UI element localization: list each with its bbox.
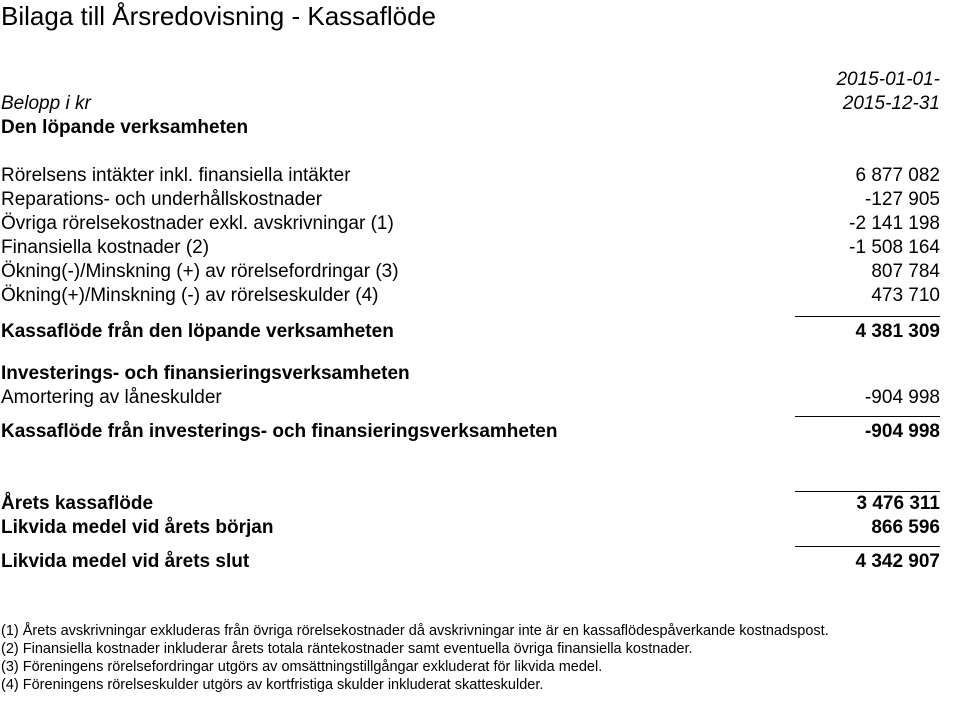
row-label: Finansiella kostnader (2): [1, 237, 210, 258]
row-amount: -1 508 164: [849, 237, 940, 258]
table-row: [0, 260, 940, 284]
period-start: 2015-01-01-: [836, 69, 940, 90]
row-label: Amortering av låneskulder: [1, 387, 222, 408]
period-end: 2015-12-31: [842, 93, 940, 114]
year-cashflow-amount: 3 476 311: [856, 493, 940, 514]
operating-heading: Den löpande verksamheten: [1, 117, 249, 138]
row-label: Rörelsens intäkter inkl. finansiella intäkter: [1, 165, 351, 186]
operating-total-row: [0, 316, 940, 344]
cashflow-statement: [0, 60, 940, 574]
row-label: Övriga rörelsekostnader exkl. avskrivningar (1): [1, 213, 394, 234]
currency-label: Belopp i kr: [1, 93, 91, 114]
cash-end-row: [0, 546, 940, 574]
cash-start-amount: 866 596: [871, 517, 940, 538]
row-label: Reparations- och underhållskostnader: [1, 189, 323, 210]
row-label: Ökning(+)/Minskning (-) av rörelseskulder (4): [1, 285, 379, 306]
table-row: [0, 284, 940, 308]
document-title: Bilaga till Årsredovisning - Kassaflöde: [1, 1, 436, 31]
spacer: [0, 344, 940, 362]
row-amount: -904 998: [864, 387, 940, 408]
investing-heading: Investerings- och finansieringsverksamheten: [1, 363, 410, 384]
statement-header: [0, 60, 940, 116]
summary-rule-row: [0, 478, 940, 492]
table-row: [0, 236, 940, 260]
row-amount: 6 877 082: [855, 165, 940, 186]
cash-end-label: Likvida medel vid årets slut: [1, 551, 250, 572]
footnotes: [1, 622, 901, 694]
spacer: [0, 444, 940, 478]
row-amount: -127 905: [864, 189, 940, 210]
row-amount: 807 784: [871, 261, 940, 282]
operating-total-label: Kassaflöde från den löpande verksamheten: [1, 321, 394, 342]
footnote-3: (3) Föreningens rörelsefordringar utgörs av omsättningstillgångar exkluderat för likvida medel.: [1, 659, 603, 675]
row-amount: 473 710: [871, 285, 940, 306]
footnote-2: (2) Finansiella kostnader inkluderar årets totala räntekostnader samt eventuella övriga finansiella kostnader.: [1, 641, 693, 657]
investing-total-amount: -904 998: [795, 416, 940, 444]
investing-total-label: Kassaflöde från investerings- och finansieringsverksamheten: [1, 421, 558, 442]
operating-total-amount: 4 381 309: [795, 316, 940, 344]
cash-end-amount: 4 342 907: [795, 546, 940, 574]
table-row: [0, 188, 940, 212]
table-row: [0, 386, 940, 410]
footnote-1: (1) Årets avskrivningar exkluderas från övriga rörelsekostnader då avskrivningar inte är en kassaflödespåverkande kostnadspost.: [1, 623, 829, 639]
period-label: [836, 68, 940, 116]
table-row: [0, 164, 940, 188]
spacer: [0, 140, 940, 164]
cash-start-row: [0, 516, 940, 540]
cash-start-label: Likvida medel vid årets början: [1, 517, 274, 538]
row-label: Ökning(-)/Minskning (+) av rörelsefordringar (3): [1, 261, 399, 282]
year-cashflow-row: [0, 492, 940, 516]
footnote-4: (4) Föreningens rörelseskulder utgörs av kortfristiga skulder inkluderat skatteskulder.: [1, 677, 544, 693]
table-row: [0, 212, 940, 236]
investing-total-row: [0, 416, 940, 444]
row-amount: -2 141 198: [849, 213, 940, 234]
year-cashflow-label: Årets kassaflöde: [1, 493, 154, 514]
